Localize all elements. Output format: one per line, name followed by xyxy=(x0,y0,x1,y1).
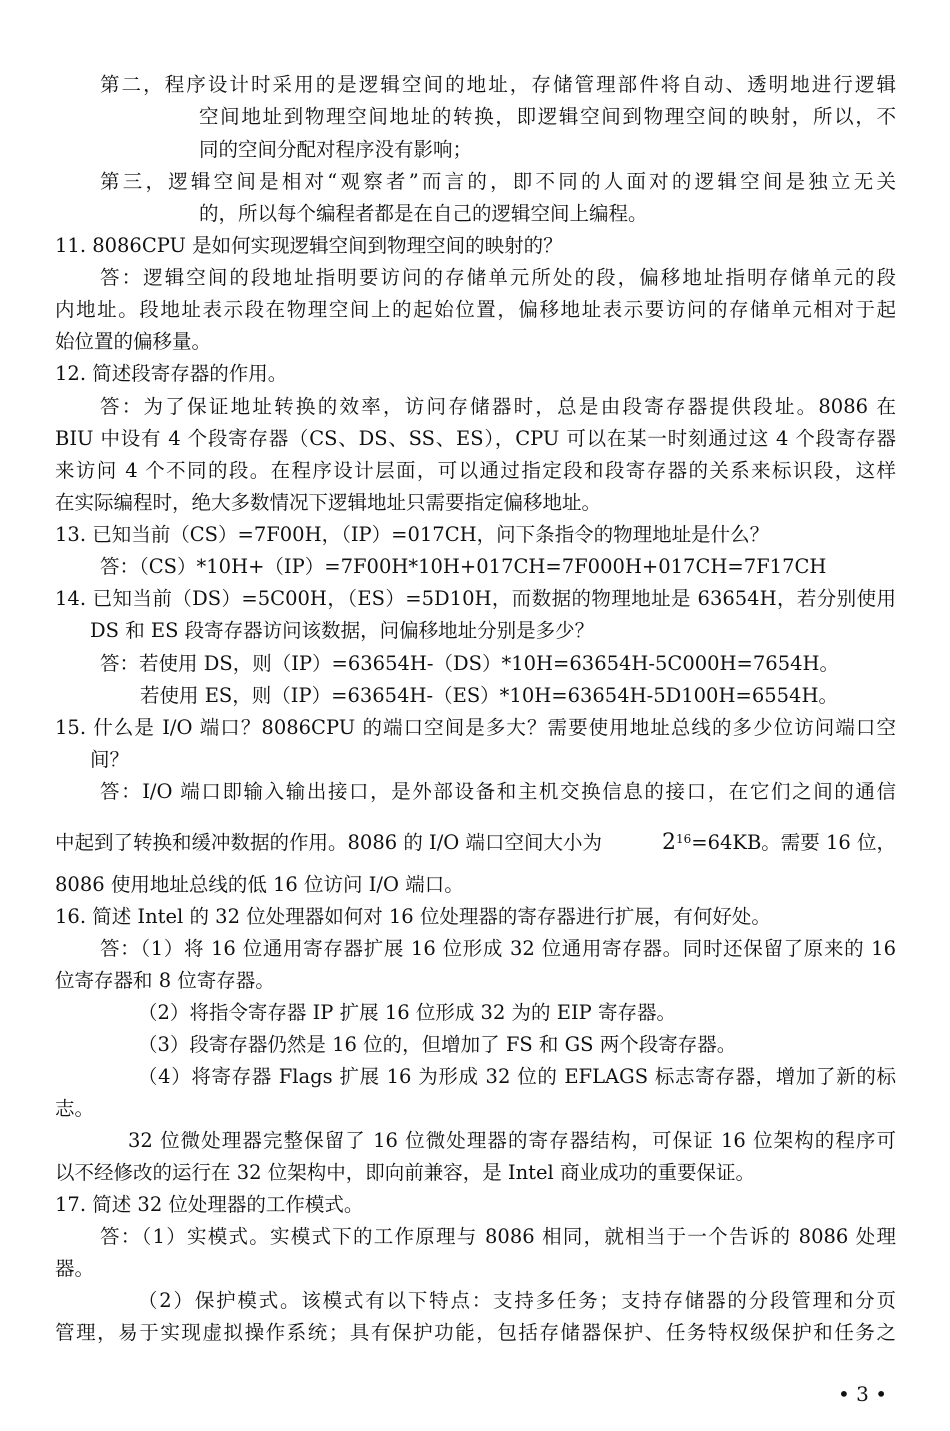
text-line: （2）保护模式。该模式有以下特点：支持多任务；支持存储器的分段管理和分页 xyxy=(138,1289,896,1312)
text-line: 若使用 ES，则（IP）=63654H-（ES）*10H=63654H-5D100H=6554H。 xyxy=(140,684,838,707)
text-line: 答：（1）将 16 位通用寄存器扩展 16 位形成 32 位通用寄存器。同时还保留了原来的 16 xyxy=(100,937,896,960)
text-line: 志。 xyxy=(55,1097,95,1120)
text-segment: =64KB。需要 16 位， xyxy=(691,831,896,854)
text-line: 答：（CS）*10H+（IP）=7F00H*10H+017CH=7F000H+017CH=7F17CH xyxy=(100,555,827,578)
text-line xyxy=(55,827,896,855)
text-line: 答：若使用 DS，则（IP）=63654H-（DS）*10H=63654H-5C000H=7654H。 xyxy=(100,652,840,675)
text-line: 答：（1）实模式。实模式下的工作原理与 8086 相同，就相当于一个告诉的 8086 处理 xyxy=(100,1225,896,1248)
text-line: 的，所以每个编程者都是在自己的逻辑空间上编程。 xyxy=(199,202,648,225)
question-heading: 15. 什么是 I/O 端口？8086CPU 的端口空间是多大？需要使用地址总线的多少位访问端口空 xyxy=(55,716,896,739)
text-line: 第三，逻辑空间是相对“观察者”而言的，即不同的人面对的逻辑空间是独立无关 xyxy=(100,170,896,193)
question-heading: 16. 简述 Intel 的 32 位处理器如何对 16 位处理器的寄存器进行扩展，有何好处。 xyxy=(55,905,771,928)
text-line: 第二，程序设计时采用的是逻辑空间的地址，存储管理部件将自动、透明地进行逻辑 xyxy=(100,73,896,96)
text-line: 内地址。段地址表示段在物理空间上的起始位置，偏移地址表示要访问的存储单元相对于起 xyxy=(55,298,896,321)
question-heading: 12. 简述段寄存器的作用。 xyxy=(55,362,288,385)
question-heading: 11. 8086CPU 是如何实现逻辑空间到物理空间的映射的？ xyxy=(55,234,563,257)
text-line: 8086 使用地址总线的低 16 位访问 I/O 端口。 xyxy=(55,873,464,896)
text-line: 以不经修改的运行在 32 位架构中，即向前兼容，是 Intel 商业成功的重要保证。 xyxy=(55,1161,755,1184)
formula xyxy=(662,827,896,855)
question-heading: 13. 已知当前（CS）=7F00H，（IP）=017CH，问下条指令的物理地址是什么？ xyxy=(55,523,770,546)
text-line: 答：I/O 端口即输入输出接口，是外部设备和主机交换信息的接口，在它们之间的通信 xyxy=(100,780,896,803)
text-line: 器。 xyxy=(55,1257,95,1280)
text-line: 间？ xyxy=(90,748,130,771)
page-number: • 3 • xyxy=(838,1382,888,1406)
text-line: BIU 中设有 4 个段寄存器（CS、DS、SS、ES），CPU 可以在某一时刻通过这 4 个段寄存器 xyxy=(55,427,896,450)
text-line: （3）段寄存器仍然是 16 位的，但增加了 FS 和 GS 两个段寄存器。 xyxy=(138,1033,737,1056)
text-line: 空间地址到物理空间地址的转换，即逻辑空间到物理空间的映射，所以，不 xyxy=(199,105,896,128)
formula-base: 2 xyxy=(661,830,676,855)
text-line: 来访问 4 个不同的段。在程序设计层面，可以通过指定段和段寄存器的关系来标识段，这样 xyxy=(55,459,896,482)
text-line: 32 位微处理器完整保留了 16 位微处理器的寄存器结构，可保证 16 位架构的程序可 xyxy=(128,1129,896,1152)
text-line: 答：逻辑空间的段地址指明要访问的存储单元所处的段，偏移地址指明存储单元的段 xyxy=(100,266,896,289)
text-line: 位寄存器和 8 位寄存器。 xyxy=(55,969,275,992)
text-line: 始位置的偏移量。 xyxy=(55,330,212,353)
text-line: （2）将指令寄存器 IP 扩展 16 位形成 32 为的 EIP 寄存器。 xyxy=(138,1001,677,1024)
text-line: 在实际编程时，绝大多数情况下逻辑地址只需要指定偏移地址。 xyxy=(55,491,602,514)
text-line: 管理，易于实现虚拟操作系统；具有保护功能，包括存储器保护、任务特权级保护和任务之 xyxy=(55,1321,896,1344)
text-line: 同的空间分配对程序没有影响； xyxy=(199,138,473,161)
question-heading: 17. 简述 32 位处理器的工作模式。 xyxy=(55,1193,364,1216)
formula-exponent: 16 xyxy=(675,832,692,846)
text-line: DS 和 ES 段寄存器访问该数据，问偏移地址分别是多少？ xyxy=(90,619,595,642)
text-line: 答：为了保证地址转换的效率，访问存储器时，总是由段寄存器提供段址。8086 在 xyxy=(100,395,896,418)
question-heading: 14. 已知当前（DS）=5C00H，（ES）=5D10H，而数据的物理地址是 63654H，若分别使用 xyxy=(55,587,896,610)
text-segment: 中起到了转换和缓冲数据的作用。8086 的 I/O 端口空间大小为 xyxy=(55,831,602,854)
text-line: （4）将寄存器 Flags 扩展 16 为形成 32 位的 EFLAGS 标志寄存器，增加了新的标 xyxy=(138,1065,896,1088)
